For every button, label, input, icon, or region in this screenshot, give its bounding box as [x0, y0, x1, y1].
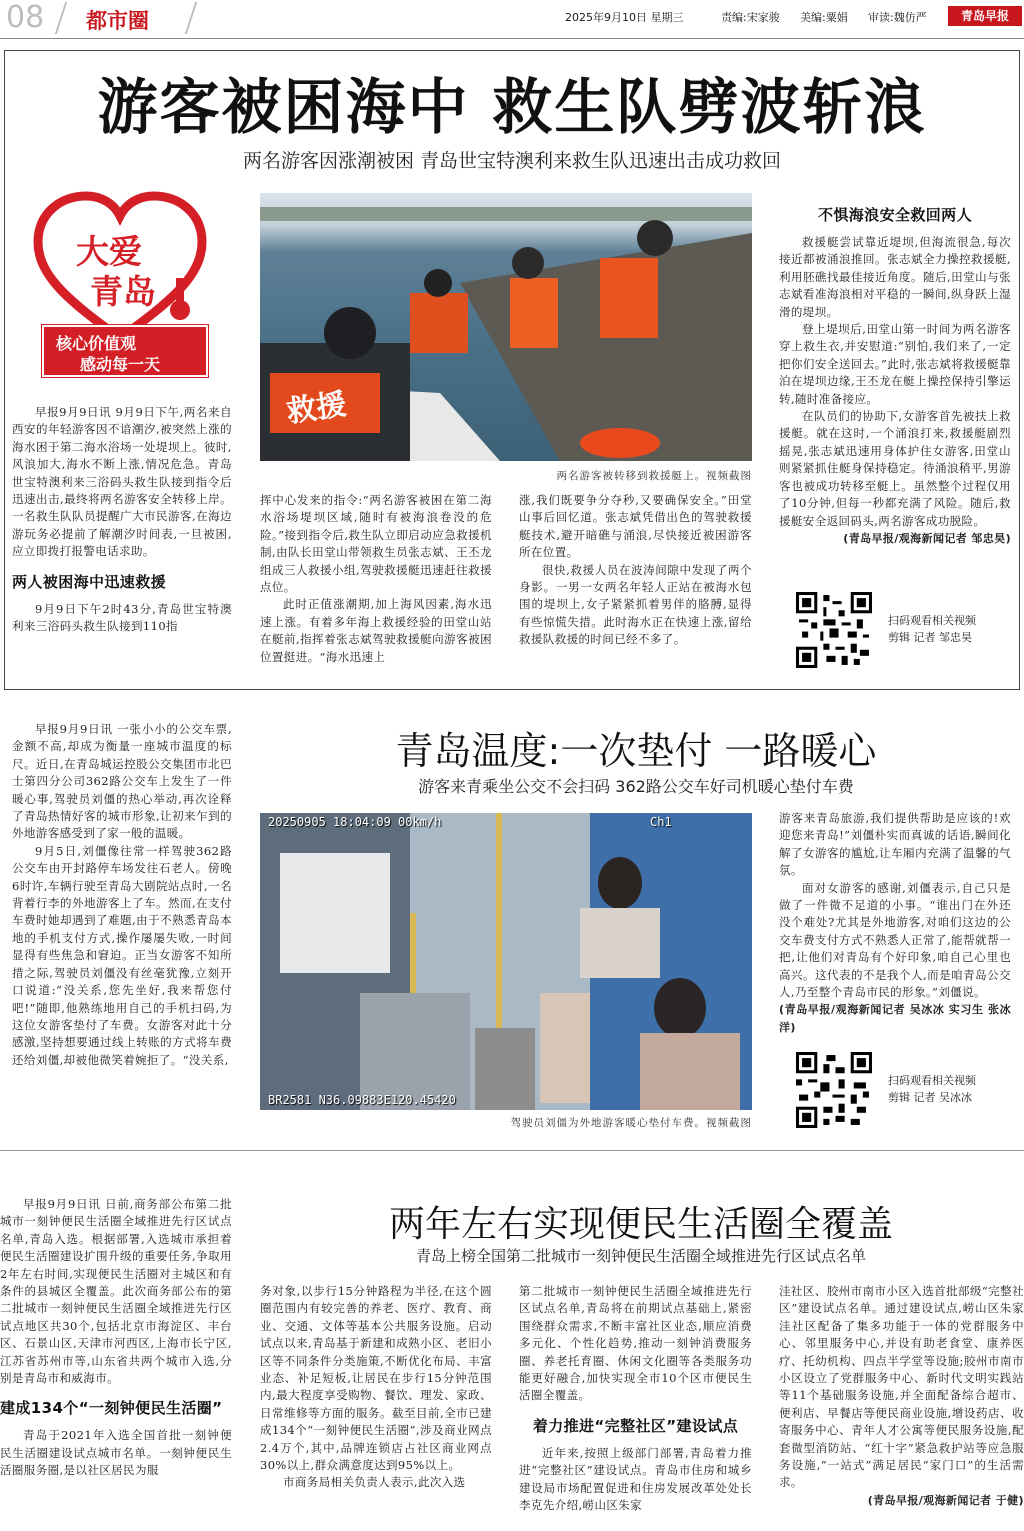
scan-note — [888, 1072, 976, 1106]
cctv-timestamp: 20250905 18:04:09 00km/h — [268, 815, 442, 829]
qr-code[interactable] — [796, 592, 872, 668]
story3-subhead: 青岛上榜全国第二批城市一刻钟便民生活圈全域推进先行区试点名单 — [415, 1247, 866, 1265]
badge-line1: 大爱 — [76, 232, 142, 271]
paragraph: 救援艇尝试靠近堤坝,但海流很急,每次接近都被涌浪推回。张志斌全力操控救援艇,利用胚礁找最佳接近角度。随后,田堂山与张志斌看准海浪相对平稳的一瞬间,纵身跃上湿滑的堤坝。 — [779, 235, 1011, 319]
paragraph: 游客来青岛旅游,我们提供帮助是应该的!欢迎您来青岛!”刘僵朴实而真诚的话语,瞬间化解了女游客的尴尬,让车厢内充满了温馨的气氛。 — [779, 811, 1011, 878]
story3-headline: 两年左右实现便民生活圈全覆盖 — [388, 1204, 893, 1245]
vest-text: 救援 — [284, 386, 349, 430]
proofreader-credit: 审读:魏仿严 — [868, 11, 927, 24]
byline: (青岛早报/观海新闻记者 于健) — [867, 1493, 1024, 1507]
header-rule — [0, 38, 1024, 39]
paragraph: 9月5日,刘僵像往常一样驾驶362路公交车由开封路停车场发往石老人。傍晚6时许,车辆行驶至青岛大剧院站点时,一名背着行李的外地游客上了车。然而,在支付车费时她却遇到了难题,由于不熟悉青岛本地的手机支付方式,操作屡屡失败,一时间显得有些焦急和窘迫。正当女游客不知所措之际,驾驶员刘僵没有丝毫犹豫,立刻开口说道:“没关系,您先坐好,我来帮您付吧!”随即,他熟练地用自己的手机扫码,为这位女游客垫付了车费。女游客对此十分感激,坚持想要通过线上转账的方式将车费还给刘僵,却被他微笑着婉拒了。“没关系, — [12, 843, 232, 1067]
paragraph: 第二批城市一刻钟便民生活圈全域推进先行区试点名单,青岛将在前期试点基础上,紧密围绕群众需求,不断丰富社区业态,顺应消费多元化、个性化趋势,推动一刻钟消费服务圈、养老托育圈、休闲文化圈等各类服务功能更好融合,加快实现全市10个区市便民生活圈全覆盖。 — [519, 1284, 752, 1403]
subheading: 着力推进“完整社区”建设试点 — [532, 1416, 739, 1435]
paragraph: 青岛于2021年入选全国首批一刻钟便民生活圈建设试点城市名单。一刻钟便民生活圈服务圈,是以社区居民为服 — [0, 1428, 232, 1478]
scan-credit: 剪辑 记者 吴冰冰 — [888, 1091, 972, 1104]
section-name: 都市圈 — [86, 9, 149, 33]
story1-subhead: 两名游客因涨潮被困 青岛世宝特澳利来救生队迅速出击成功救回 — [242, 150, 782, 172]
photo-caption: 两名游客被转移到救援艇上。视频截图 — [556, 470, 752, 482]
badge-tag1: 核心价值观 — [56, 334, 137, 353]
scan-label: 扫码观看相关视频 — [888, 614, 976, 627]
story2-headline: 青岛温度:一次垫付 一路暖心 — [395, 729, 877, 773]
paragraph: 很快,救援人员在波涛间隙中发现了两个身影。一男一女两名年轻人正站在被海水包围的堤坝上,女子紧紧抓着男伴的胳膊,显得有些惊慌失措。此时海水正在快速上涨,留给救援队救援的时间已经不多了。 — [519, 562, 752, 647]
story2-subhead: 游客来青乘坐公交不会扫码 362路公交车好司机暖心垫付车费 — [418, 777, 854, 796]
paragraph: 在队员们的协助下,女游客首先被扶上救援艇。就在这时,一个涌浪打来,救援艇剧烈摇晃,张志斌迅速用身体护住女游客,田堂山则紧紧抓住艇身保持稳定。待涌浪稍平,男游客也被成功转移至艇上。虽然整个过程仅用了10分钟,但每一秒都充满了风险。随后,救援艇安全返回码头,两名游客成功脱险。 — [779, 409, 1011, 528]
paragraph: 近年来,按照上级部门部署,青岛着力推进“完整社区”建设试点。青岛市住房和城乡建设局市场配置促进和住房发展改革处处长李克先介绍,崂山区朱家 — [519, 1445, 752, 1513]
paragraph: 洼社区、胶州市南市小区入选首批部级“完整社区”建设试点名单。通过建设试点,崂山区朱家洼社区配备了集多功能于一体的党群服务中心、邻里服务中心,并设有助老食堂、康养医疗、托幼机构、四点半学堂等设施;胶州市南市小区设立了党群服务中心、新时代文明实践站等11个基础服务设施,并全面配备综合超市、便利店、早餐店等便民商业设施,增设药店、收寄服务中心、青年人才公寓等便民服务设施,配套微型消防站、“红十字”紧急救护站等应急服务设施,“一站式”满足居民“家门口”的生活需求。 — [779, 1284, 1024, 1490]
subheading: 建成134个“一刻钟便民生活圈” — [0, 1399, 223, 1418]
story3-column4 — [779, 1283, 1024, 1509]
cctv-channel: Ch1 — [650, 815, 672, 829]
paragraph: 市商务局相关负责人表示,此次入选 — [283, 1475, 466, 1490]
campaign-badge — [30, 190, 210, 390]
photo-caption: 驾驶员刘僵为外地游客暖心垫付车费。视频截图 — [510, 1117, 752, 1129]
story1-column1 — [12, 404, 232, 635]
paragraph: 面对女游客的感谢,刘僵表示,自己只是做了一件微不足道的小事。“谁出门在外还没个难处?尤其是外地游客,对咱们这边的公交车费支付方式不熟悉人正常了,能帮就帮一把,让他们对青岛有个好印象,咱自己心里也高兴。这代表的不是我个人,而是咱青岛公交人,乃至整个青岛市民的形象。”刘僵说。 — [779, 880, 1011, 1000]
story2-column1 — [12, 721, 232, 1069]
editor-credit: 责编:宋家骏 — [721, 11, 780, 24]
scan-note — [888, 612, 976, 646]
paragraph: 早报9月9日讯 一张小小的公交车票,金额不高,却成为衡量一座城市温度的标尺。近日,在青岛城运控股公交集团市北巴士第四分公司362路公交车上发生了一件暖心事,驾驶员刘僵的热心举动,再次诠释了青岛热情好客的城市形象,让初来乍到的外地游客感受到了家一般的温暖。 — [12, 722, 232, 841]
story3-column1 — [0, 1196, 232, 1480]
paragraph: 此时正值涨潮期,加上海风因素,海水迅速上涨。有着多年海上救援经验的田堂山站在艇前,指挥着张志斌驾驶救援艇向游客被困位置挺进。“海水迅速上 — [260, 597, 492, 664]
story1-column2 — [260, 492, 492, 666]
paragraph: 登上堤坝后,田堂山第一时间为两名游客穿上救生衣,并安慰道:“别怕,我们来了,一定把你们安全送回去。”此时,张志斌将救援艇靠泊在堤坝边缘,王丕龙在艇上操控保持引擎运转,随时准备接应。 — [779, 322, 1011, 406]
paragraph: 早报9月9日讯 日前,商务部公布第二批城市一刻钟便民生活圈全域推进先行区试点名单,青岛入选。根据部署,入选城市承担着便民生活圈建设扩围升级的重要任务,争取用2年左右时间,实现便民生活圈对主城区和有条件的县城区全覆盖。此次商务部公布的第二批城市一刻钟便民生活圈全域推进先行区试点地区共30个,包括北京市海淀区、丰台区、石景山区,天津市河西区,上海市长宁区,江苏省苏州市等,山东省共两个城市入选,分别是青岛市和威海市。 — [0, 1197, 232, 1386]
designer-credit: 美编:粟娟 — [800, 11, 848, 24]
slash-divider — [55, 2, 67, 34]
qr-code[interactable] — [796, 1052, 872, 1128]
bus-cctv-photo — [260, 813, 752, 1110]
badge-tag — [42, 325, 208, 377]
cctv-coordinates: BR2581 N36.09883E120.45420 — [268, 1093, 456, 1107]
paragraph: 挥中心发来的指令:“两名游客被困在第二海水浴场堤坝区域,随时有被海浪卷没的危险。”接到指令后,救生队立即启动应急救援机制,由队长田堂山带领救生员张志斌、王丕龙组成三人救援小组,驾驶救援艇迅速赶往救援点位。 — [260, 493, 492, 595]
newspaper-logo: 青岛早报 — [948, 6, 1022, 26]
paragraph: 涨,我们既要争分夺秒,又要确保安全。”田堂山事后回忆道。张志斌凭借出色的驾驶救援艇技术,避开暗礁与涌浪,尽快接近被困游客所在位置。 — [519, 493, 752, 560]
badge-line2: 青岛 — [90, 272, 156, 311]
rescue-photo — [260, 193, 752, 461]
slash-divider — [185, 2, 197, 34]
story2-column4 — [779, 810, 1011, 1036]
page-number: 08 — [6, 0, 45, 35]
byline: (青岛早报/观海新闻记者 吴冰冰 实习生 张冰洋) — [779, 1003, 1011, 1034]
section-rule — [0, 1150, 1024, 1151]
scan-label: 扫码观看相关视频 — [888, 1074, 976, 1087]
badge-tag2: 感动每一天 — [80, 355, 161, 374]
story1-column3 — [519, 492, 752, 649]
masthead — [0, 0, 1024, 40]
scan-credit: 剪辑 记者 邹忠昊 — [888, 631, 972, 644]
subheading: 不惧海浪安全救回两人 — [817, 206, 972, 224]
story3-column2 — [260, 1283, 492, 1492]
byline: (青岛早报/观海新闻记者 邹忠昊) — [843, 531, 1011, 545]
paragraph: 早报9月9日讯 9月9日下午,两名来自西安的年轻游客因不谙潮汐,被突然上涨的海水困于第二海水浴场一处堤坝上。彼时,风浪加大,海水不断上涨,情况危急。青岛世宝特澳利来三浴码头救生队接到指令后迅速出击,最终将两名游客安全转移上岸。一名救生队队员提醒广大市民游客,在海边游玩务必提前了解潮汐时间表,一旦被困,应立即拨打报警电话求助。 — [12, 405, 232, 559]
subheading: 两人被困海中迅速救援 — [12, 572, 167, 591]
story3-column3 — [519, 1283, 752, 1514]
paragraph: 9月9日下午2时43分,青岛世宝特澳利来三浴码头救生队接到110指 — [12, 601, 232, 634]
paragraph: 务对象,以步行15分钟路程为半径,在这个圆圈范围内有较完善的养老、医疗、教育、商业、交通、文体等基本公共服务设施。启动试点以来,青岛基于新建和成熟小区、老旧小区等不同条件分类施策,不断优化布局、丰富业态、补足短板,让居民在步行15分钟范围内,最大程度享受购物、餐饮、理发、家政、日常维修等方面的服务。截至目前,全市已建成134个“一刻钟便民生活圈”,涉及商业网点2.4万个,其中,品牌连锁店占社区商业网点30%以上,群众满意度达到95%以上。 — [260, 1284, 492, 1473]
issue-date: 2025年9月10日 星期三 — [565, 11, 684, 24]
story1-column4 — [779, 204, 1011, 547]
story1-headline: 游客被困海中 救生队劈波斩浪 — [97, 73, 927, 143]
